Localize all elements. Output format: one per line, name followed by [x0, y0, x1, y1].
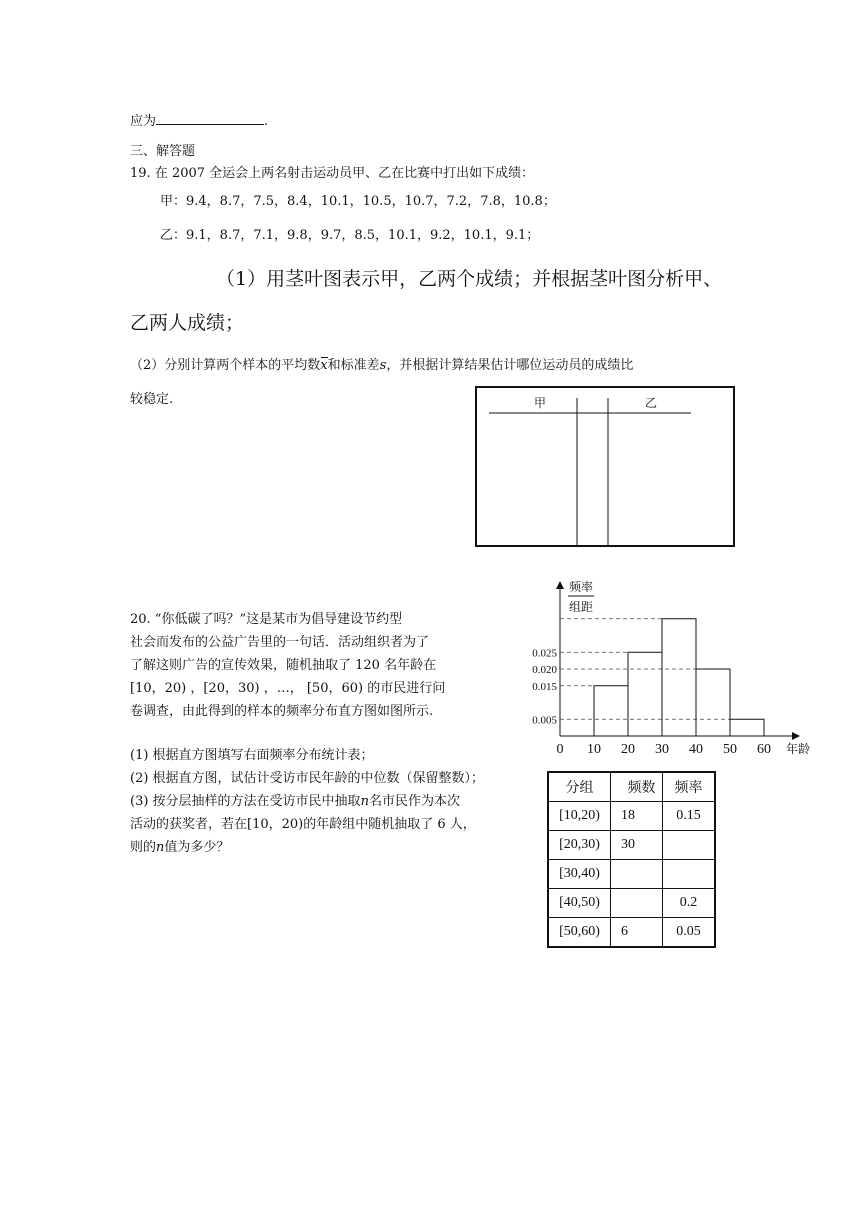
n-symbol: n [360, 794, 369, 809]
stem-leaf-lines [477, 388, 733, 545]
x-tick-label: 10 [587, 742, 601, 757]
q20-line3: 了解这则广告的宣传效果，随机抽取了 120 名年龄在 [130, 658, 437, 673]
table-cell: 30 [611, 831, 663, 860]
table-cell [611, 889, 663, 918]
table-header-cell: 频率 [663, 772, 716, 802]
q20-sub2: (2) 根据直方图，试估计受访市民年龄的中位数（保留整数）； [130, 771, 485, 786]
q20-line2: 社会而发布的公益广告里的一句话．活动组织者为了 [130, 635, 430, 650]
x-tick-label: 50 [723, 742, 737, 757]
mean-symbol: x [320, 358, 328, 373]
table-row [548, 889, 715, 918]
y-label-numerator: 频率 [569, 580, 594, 594]
histogram-labels [532, 579, 810, 757]
q20-line4: [10，20) ，[20，30) ，…， [50，60) 的市民进行问 [130, 681, 446, 696]
x-tick-label: 30 [655, 742, 669, 757]
table-row [548, 831, 715, 860]
table-cell: 0.05 [663, 918, 716, 948]
table-row [548, 860, 715, 889]
answer-line [130, 110, 268, 135]
histogram-bar [696, 669, 730, 736]
q19-part2-line2: 较稳定. [130, 392, 174, 407]
histogram-bar [662, 619, 696, 736]
q19-part2-b: 和标准差 [327, 358, 380, 373]
q19-part2-line1 [130, 354, 633, 379]
q20-sub3-a: (3) 按分层抽样的方法在受访市民中抽取 [130, 794, 361, 809]
q20-sub3-line1 [130, 790, 460, 815]
x-tick-label: 60 [757, 742, 771, 757]
table-row [548, 918, 715, 948]
q19-part1-line2: 乙两人成绩； [130, 312, 245, 334]
answer-suffix: . [264, 114, 269, 129]
table-cell: [20,30) [548, 831, 611, 860]
answer-prefix: 应为 [130, 114, 157, 129]
q20-sub3-line3-b: 值为多少？ [164, 840, 230, 855]
table-cell: [40,50) [548, 889, 611, 918]
table-cell [663, 831, 716, 860]
histogram-bars [594, 619, 764, 736]
q20-sub3-b: 名市民作为本次 [368, 794, 460, 809]
q20-sub3-line2: 活动的获奖者，若在[10，20)的年龄组中随机抽取了 6 人， [130, 817, 476, 832]
table-header-row [548, 772, 715, 802]
x-axis-label: 年龄 [786, 742, 811, 756]
q19-jia-scores: 甲：9.4，8.7，7.5，8.4，10.1，10.5，10.7，7.2，7.8，10.8； [160, 194, 556, 209]
q20-sub1: (1) 根据直方图填写右面频率分布统计表； [130, 748, 374, 763]
x-tick-label: 0 [556, 742, 564, 757]
q19-part2-c: ，并根据计算结果估计哪位运动员的成绩比 [386, 358, 634, 373]
stem-leaf-box [475, 386, 735, 547]
histogram-bar [628, 652, 662, 736]
stem-header-yi: 乙 [645, 396, 658, 410]
x-tick-label: 20 [621, 742, 635, 757]
q20-line1: 20. “你低碳了吗？”这是某市为倡导建设节约型 [130, 612, 403, 627]
y-tick-label: 0.025 [532, 647, 557, 660]
table-cell: 6 [611, 918, 663, 948]
table-row [548, 802, 715, 831]
table-cell: [10,20) [548, 802, 611, 831]
n-symbol-2: n [156, 840, 165, 855]
stddev-symbol: s [379, 358, 387, 373]
histogram-axes [560, 585, 796, 736]
table-header-cell: 频数 [611, 772, 663, 802]
table-cell [611, 860, 663, 889]
q19-intro: 19. 在 2007 全运会上两名射击运动员甲、乙在比赛中打出如下成绩： [130, 166, 535, 181]
y-tick-label: 0.015 [532, 680, 557, 693]
y-label-denominator: 组距 [569, 600, 594, 614]
q20-sub3-line3-a: 则的 [130, 840, 157, 855]
q20-sub3-line3 [130, 836, 229, 861]
table-cell: [30,40) [548, 860, 611, 889]
y-tick-label: 0.005 [532, 714, 557, 727]
y-tick-label: 0.020 [532, 664, 557, 676]
histogram-bar [730, 719, 764, 736]
q19-yi-scores: 乙：9.1，8.7，7.1，9.8，9.7，8.5，10.1，9.2，10.1，9.1； [160, 228, 540, 243]
table-cell: 18 [611, 802, 663, 831]
q19-part1-line1: （1）用茎叶图表示甲，乙两个成绩；并根据茎叶图分析甲、 [216, 268, 723, 290]
table-cell [663, 860, 716, 889]
frequency-histogram [520, 575, 820, 765]
table-header-cell: 分组 [548, 772, 611, 802]
q20-line5: 卷调查，由此得到的样本的频率分布直方图如图所示. [130, 704, 434, 719]
section-heading: 三、解答题 [130, 144, 196, 159]
histogram-bar [594, 686, 628, 736]
table-cell: [50,60) [548, 918, 611, 948]
table-cell: 0.15 [663, 802, 716, 831]
x-tick-label: 40 [689, 742, 703, 757]
frequency-table [547, 771, 716, 948]
stem-header-jia: 甲 [534, 396, 547, 410]
table-cell: 0.2 [663, 889, 716, 918]
q19-part2-a: （2）分别计算两个样本的平均数 [130, 358, 321, 373]
answer-blank [156, 112, 264, 125]
